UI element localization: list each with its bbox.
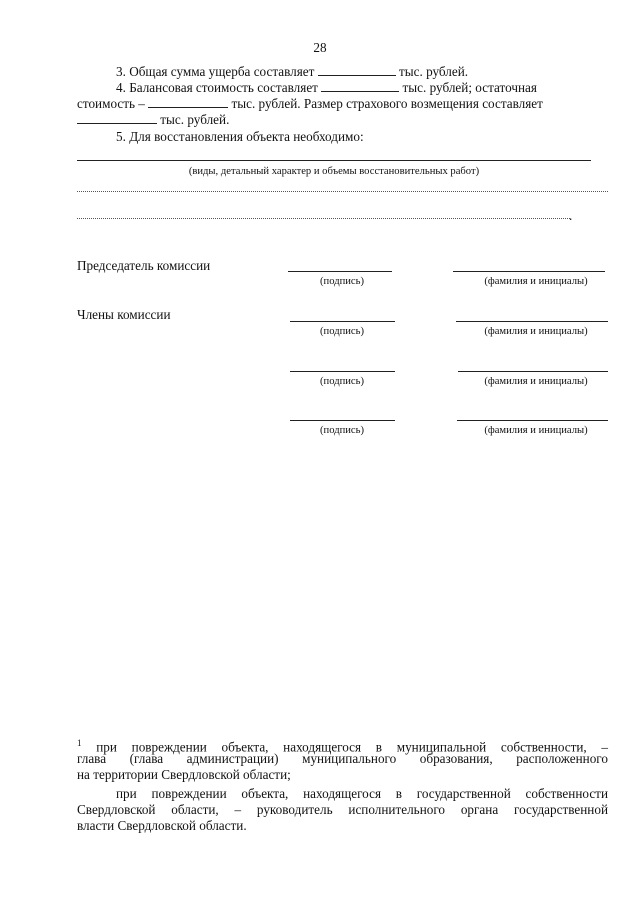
chairman-name-caption: (фамилия и инициалы) — [484, 276, 588, 287]
member-1-signature-caption: (подпись) — [320, 326, 364, 337]
item-4-residual-blank — [148, 96, 228, 108]
member-3-name-line — [457, 420, 608, 421]
item-3-blank — [318, 64, 396, 76]
page-number: 28 — [313, 40, 327, 55]
item-4-line-1 — [116, 80, 537, 96]
member-1-name-line — [456, 321, 608, 322]
footnote-p2-line-2: Свердловской области, – руководитель исполнительного органа государственной — [77, 802, 608, 817]
member-3-signature-caption: (подпись) — [320, 425, 364, 436]
member-3-name-caption: (фамилия и инициалы) — [484, 425, 588, 436]
member-2-signature-line — [290, 371, 395, 372]
works-line-1 — [77, 160, 591, 161]
footnote-p2-line-3: власти Свердловской области. — [77, 818, 247, 833]
members-label: Члены комиссии — [77, 307, 171, 322]
chairman-name-line — [453, 271, 605, 272]
item-4-insurance-blank — [77, 112, 157, 124]
works-caption: (виды, детальный характер и объемы восстановительных работ) — [188, 166, 480, 177]
member-2-signature-caption: (подпись) — [320, 376, 364, 387]
footnote-marker: 1 — [77, 738, 82, 748]
item-4-text-start: 4. Балансовая стоимость составляет — [116, 80, 318, 95]
item-4-text-end: тыс. рублей; остаточная — [402, 80, 537, 95]
member-1-signature-line — [290, 321, 395, 322]
item-4-line-2 — [77, 96, 543, 112]
member-2-name-line — [458, 371, 608, 372]
member-3-signature-line — [290, 420, 395, 421]
item-4-residual-label: стоимость – — [77, 96, 145, 111]
chairman-signature-caption: (подпись) — [320, 276, 364, 287]
footnote-p1-line-1-text: при повреждении объекта, находящегося в муниципальной собственности, – — [96, 739, 609, 755]
item-5-text: 5. Для восстановления объекта необходимо: — [116, 129, 364, 144]
item-4-insurance-unit: тыс. рублей. — [160, 112, 230, 127]
item-3-text: 3. Общая сумма ущерба составляет — [116, 64, 315, 79]
item-3-line — [116, 64, 468, 80]
member-2-name-caption: (фамилия и инициалы) — [484, 376, 588, 387]
footnote-p1-line-3: на территории Свердловской области; — [77, 767, 291, 782]
item-4-balance-blank — [321, 80, 399, 92]
works-line-2 — [77, 191, 608, 192]
chairman-label: Председатель комиссии — [77, 258, 211, 273]
works-line-3 — [77, 218, 570, 219]
footnote-p2-line-1: при повреждении объекта, находящегося в государственной собственности — [116, 786, 608, 801]
footnote-p1-line-2: глава (глава администрации) муниципального образования, расположенного — [77, 751, 608, 766]
item-4-line-3 — [77, 112, 229, 128]
item-4-insurance-text: тыс. рублей. Размер страхового возмещения составляет — [231, 96, 543, 111]
chairman-signature-line — [288, 271, 392, 272]
member-1-name-caption: (фамилия и инициалы) — [484, 326, 588, 337]
item-3-unit: тыс. рублей. — [399, 64, 469, 79]
works-end-dot: . — [569, 208, 573, 223]
